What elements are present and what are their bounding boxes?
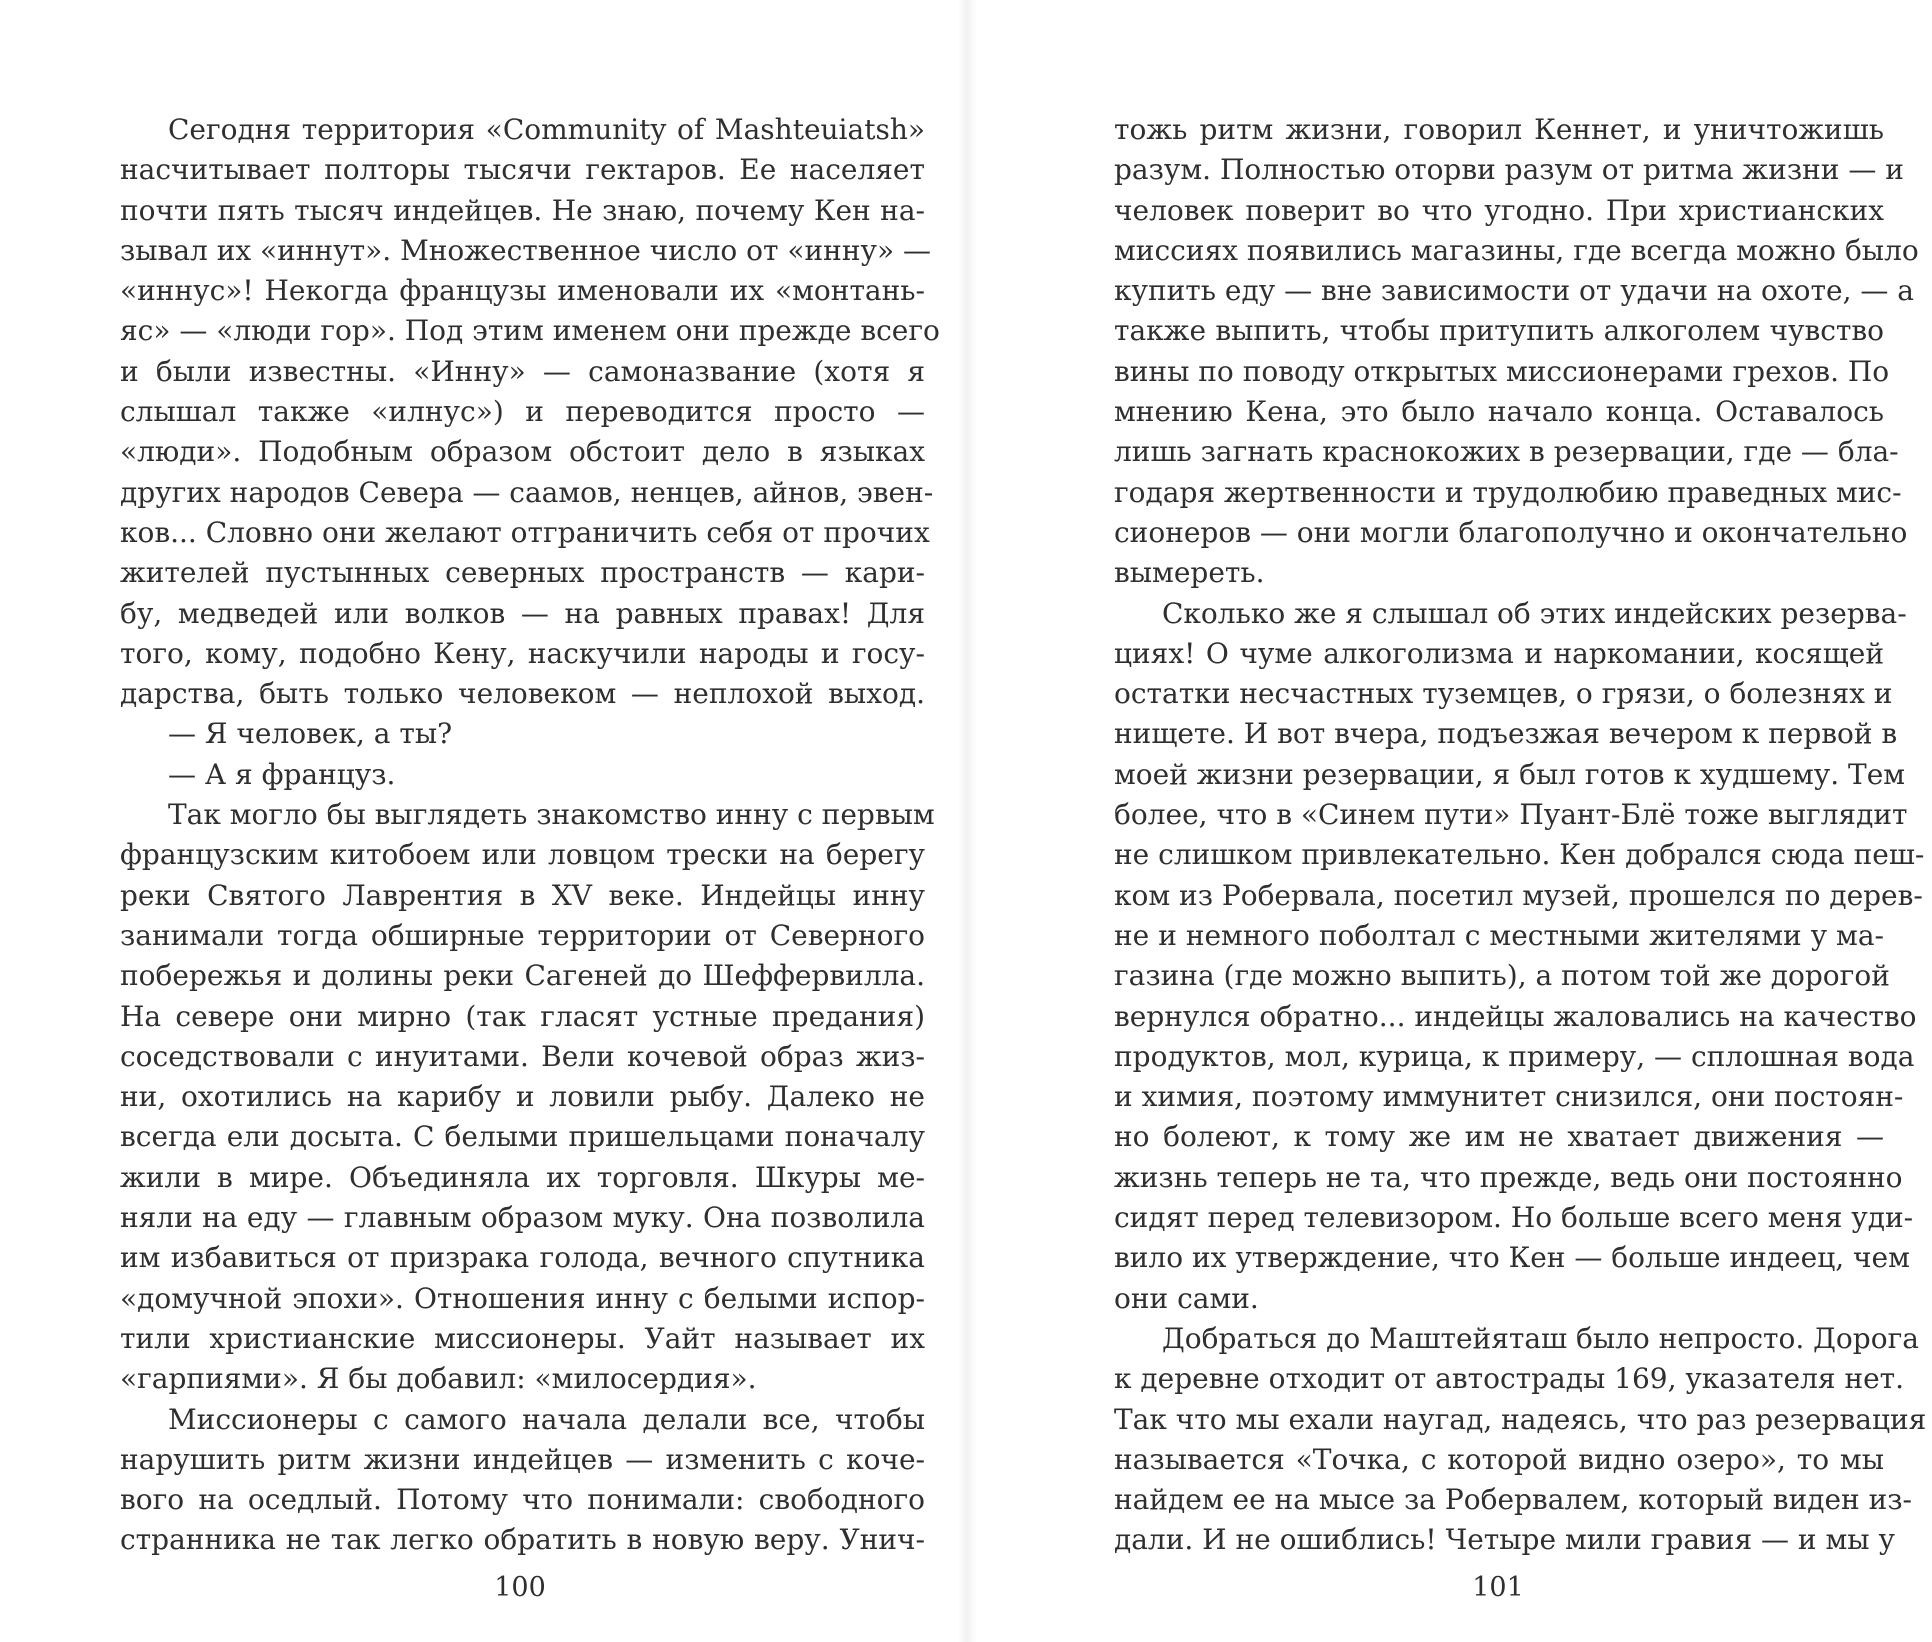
text-line: вымереть.	[1114, 556, 1265, 590]
text-line: вого на оседлый. Потому что понимали: свободного	[120, 1483, 925, 1517]
text-line: ком из Робервала, посетил музей, прошелся по дерев-	[1114, 878, 1923, 912]
text-line: яс» — «люди гор». Под этим именем они прежде всего	[120, 314, 940, 348]
text-line: найдем ее на мысе за Робервалем, который виден из-	[1114, 1483, 1912, 1517]
text-line: ни, охотились на карибу и ловили рыбу. Далеко не	[120, 1080, 925, 1114]
text-line: продуктов, мол, курица, к примеру, — сплошная вода	[1114, 1039, 1915, 1073]
text-line: не слишком привлекательно. Кен добрался сюда пеш-	[1114, 838, 1925, 872]
text-line: им избавиться от призрака голода, вечного спутника	[120, 1241, 925, 1275]
text-line: Миссионеры с самого начала делали все, чтобы	[168, 1402, 925, 1436]
text-line: остатки несчастных туземцев, о грязи, о болезнях и	[1114, 677, 1893, 711]
text-line: более, что в «Синем пути» Пуант-Блё тоже выглядит	[1114, 798, 1908, 832]
text-line: разум. Полностью оторви разум от ритма жизни — и	[1114, 153, 1904, 187]
text-line: «домучной эпохи». Отношения инну с белыми испор-	[120, 1281, 925, 1315]
text-line: Так что мы ехали наугад, надеясь, что раз резервация	[1114, 1402, 1927, 1436]
text-line: — А я француз.	[168, 757, 396, 791]
text-line: Добраться до Маштейяташ было непросто. Дорога	[1162, 1321, 1919, 1355]
text-line: дали. И не ошиблись! Четыре мили гравия — и мы у	[1114, 1523, 1895, 1557]
text-line: годаря жертвенности и трудолюбию праведных мис-	[1114, 475, 1902, 509]
text-line: — Я человек, а ты?	[168, 717, 453, 751]
text-line: няли на еду — главным образом муку. Она позволила	[120, 1201, 925, 1235]
text-line: Сколько же я слышал об этих индейских резерва-	[1162, 596, 1907, 630]
text-line: жили в мире. Объединяла их торговля. Шкуры ме-	[120, 1160, 925, 1194]
text-line: нарушить ритм жизни индейцев — изменить с коче-	[120, 1442, 925, 1476]
page-number-left: 100	[494, 1572, 546, 1603]
text-line: но болеют, к тому же им не хватает движения —	[1114, 1120, 1884, 1154]
text-line: побережья и долины реки Сагеней до Шеффервилла.	[120, 959, 925, 993]
text-line: почти пять тысяч индейцев. Не знаю, почему Кен на-	[120, 193, 925, 227]
text-line: вило их утверждение, что Кен — больше индеец, чем	[1114, 1241, 1910, 1275]
text-line: соседствовали с инуитами. Вели кочевой образ жиз-	[120, 1039, 925, 1073]
text-line: мнению Кена, это было начало конца. Оставалось	[1114, 395, 1884, 429]
text-line: других народов Севера — саамов, ненцев, айнов, эвен-	[120, 475, 934, 509]
text-line: слышал также «илнус») и переводится просто —	[120, 395, 925, 429]
text-line: странника не так легко обратить в новую веру. Унич-	[120, 1523, 925, 1557]
text-line: человек поверит во что угодно. При христианских	[1114, 193, 1884, 227]
text-line: также выпить, чтобы притупить алкоголем чувство	[1114, 314, 1884, 348]
text-line: газина (где можно выпить), а потом той же дорогой	[1114, 959, 1890, 993]
text-line: циях! О чуме алкоголизма и наркомании, косящей	[1114, 636, 1884, 670]
text-line: занимали тогда обширные территории от Северного	[120, 918, 925, 952]
text-line: Сегодня территория «Community of Mashteuiatsh»	[168, 113, 925, 146]
text-line: реки Святого Лаврентия в XV веке. Индейцы инну	[120, 878, 925, 912]
text-line: ков... Словно они желают отграничить себя от прочих	[120, 515, 930, 549]
text-line: миссиях появились магазины, где всегда можно было	[1114, 233, 1919, 267]
text-line: купить еду — вне зависимости от удачи на охоте, — а	[1114, 274, 1914, 308]
text-line: и химия, поэтому иммунитет снизился, они постоян-	[1114, 1080, 1904, 1114]
text-line: к деревне отходит от автострады 169, указателя нет.	[1114, 1362, 1905, 1396]
text-line: жителей пустынных северных пространств — кари-	[120, 556, 925, 590]
right-page	[966, 0, 1932, 1642]
text-line: «люди». Подобным образом обстоит дело в языках	[120, 435, 925, 469]
text-line: сионеров — они могли благополучно и окончательно	[1114, 515, 1908, 549]
page-number-right: 101	[1472, 1572, 1524, 1603]
text-line: «иннус»! Некогда французы именовали их «монтань-	[120, 274, 925, 308]
text-line: дарства, быть только человеком — неплохой выход.	[120, 677, 925, 711]
text-line: французским китобоем или ловцом трески на берегу	[120, 838, 925, 872]
left-page-text	[120, 110, 940, 1561]
text-line: бу, медведей или волков — на равных правах! Для	[120, 596, 925, 630]
right-page-text	[1114, 110, 1927, 1561]
text-line: нищете. И вот вчера, подъезжая вечером к первой в	[1114, 717, 1898, 751]
text-line: Так могло бы выглядеть знакомство инну с первым	[168, 798, 935, 832]
text-line: жизнь теперь не та, что прежде, ведь они постоянно	[1114, 1160, 1903, 1194]
text-line: называется «Точка, с которой видно озеро», то мы	[1114, 1442, 1884, 1476]
text-line: вины по поводу открытых миссионерами грехов. По	[1114, 354, 1890, 388]
text-line: «гарпиями». Я бы добавил: «милосердия».	[120, 1362, 757, 1396]
text-line: того, кому, подобно Кену, наскучили народы и госу-	[120, 636, 925, 670]
text-line: зывал их «иннут». Множественное число от «инну» —	[120, 233, 932, 267]
text-line: и были известны. «Инну» — самоназвание (хотя я	[120, 354, 925, 388]
text-line: моей жизни резервации, я был готов к худшему. Тем	[1114, 757, 1906, 791]
text-line: На севере они мирно (так гласят устные предания)	[120, 999, 925, 1033]
text-line: они сами.	[1114, 1281, 1259, 1315]
text-line: тожь ритм жизни, говорил Кеннет, и уничтожишь	[1114, 113, 1884, 146]
text-line: всегда ели досыта. С белыми пришельцами поначалу	[120, 1120, 925, 1154]
text-line: тили христианские миссионеры. Уайт называет их	[120, 1321, 925, 1355]
text-line: насчитывает полторы тысячи гектаров. Ее населяет	[120, 153, 925, 187]
text-line: сидят перед телевизором. Но больше всего меня уди-	[1114, 1201, 1914, 1235]
text-line: лишь загнать краснокожих в резервации, где — бла-	[1114, 435, 1899, 469]
text-line: вернулся обратно... индейцы жаловались на качество	[1114, 999, 1917, 1033]
text-line: не и немного поболтал с местными жителями у ма-	[1114, 918, 1884, 952]
